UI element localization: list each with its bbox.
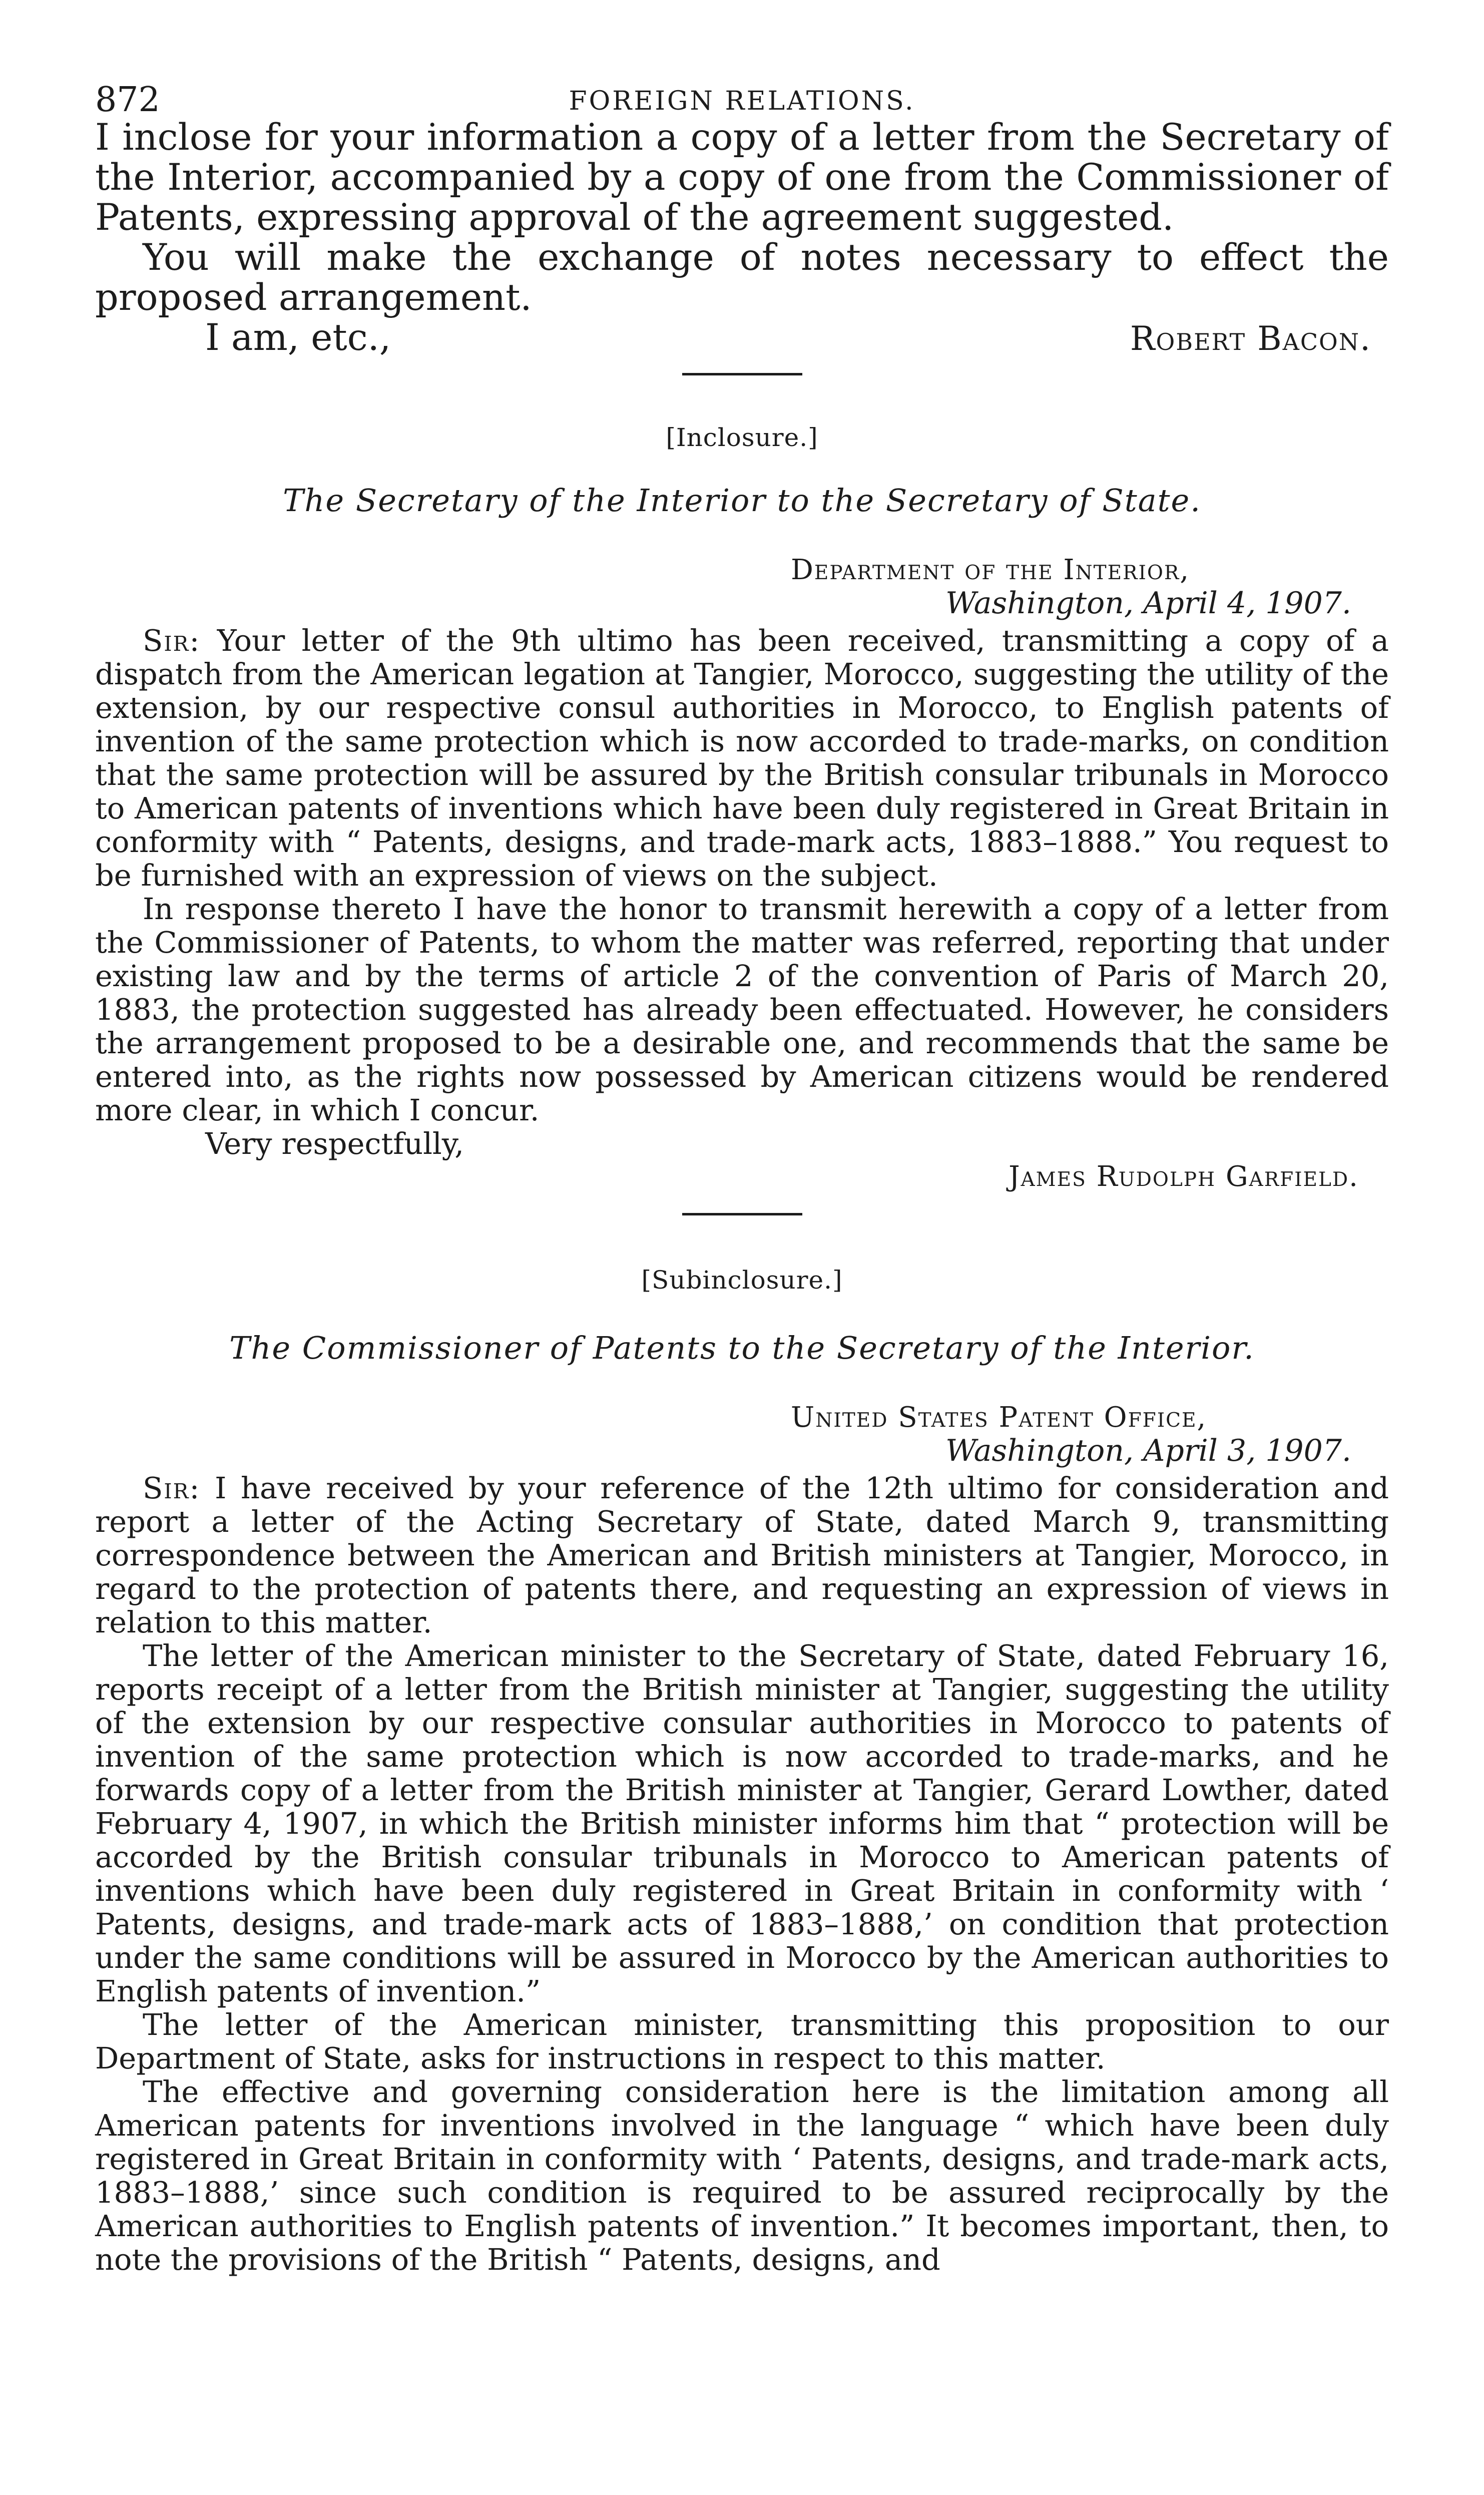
salutation: Sir: (143, 623, 201, 658)
subinclosure-paragraph: The letter of the American minister, transmitting this proposition to our Department of State, asks for instructions in respect to this matter. (95, 2007, 1389, 2075)
inclosure-address (791, 554, 1389, 620)
inclosure-paragraph (95, 624, 1389, 892)
letter-paragraph: You will make the exchange of notes necessary to effect the proposed arrangement. (95, 236, 1389, 319)
subinclosure-paragraph: The effective and governing consideration here is the limitation among all American patents for inventions involved in the language “ which have been duly registered in Great Britain in conformity with ‘ Patents, designs, and trade-mark acts, 1883–1888,’ since such condition is required to be assured reciprocally by the American authorities to English patents of invention.” It becomes important, then, to note the provisions of the British “ Patents, designs, and (95, 2074, 1389, 2277)
subinclosure-label: [Subinclosure.] (641, 1266, 843, 1295)
section-divider (682, 373, 802, 375)
inclosure-paragraph-text: Your letter of the 9th ultimo has been received, transmitting a copy of a dispatch from the American legation at Tangier, Morocco, suggesting the utility of the extension, by our respective consul authorities in Morocco, to English patents of invention of the same protection which is now accorded to trade-marks, on condition that the same protection will be assured by the British consular tribunals in Morocco to American patents of inventions which have been duly registered in Great Britain in conformity with “ Patents, designs, and trade-mark acts, 1883–1888.” You request to be furnished with an expression of views on the subject. (95, 623, 1389, 893)
inclosure-signature: James Rudolph Garfield. (1009, 1160, 1359, 1193)
subinclosure-address (791, 1401, 1389, 1467)
letter-body (95, 118, 1389, 359)
salutation: Sir: (143, 1471, 201, 1505)
inclosure-paragraph: In response thereto I have the honor to transmit herewith a copy of a letter from the Commissioner of Patents, to whom the matter was referred, reporting that under existing law and by the terms of article 2 of the convention of Paris of March 20, 1883, the protection suggested has already been effectuated. However, he considers the arrangement proposed to be a desirable one, and recommends that the same be entered into, as the rights now possessed by American citizens would be rendered more clear, in which I concur. (95, 892, 1389, 1127)
section-divider (682, 1213, 802, 1215)
subinclosure-title: The Commissioner of Patents to the Secretary of the Interior. (229, 1330, 1255, 1366)
subinclosure-paragraph-text: I have received by your reference of the 12th ultimo for consideration and report a letter of the Acting Secretary of State, dated March 9, transmitting correspondence between the American and British ministers at Tangier, Morocco, in regard to the protection of patents there, and requesting an expression of views in relation to this matter. (95, 1471, 1389, 1639)
inclosure-label: [Inclosure.] (666, 423, 818, 452)
inclosure-title: The Secretary of the Interior to the Secretary of State. (283, 482, 1201, 519)
inclosure-dateline: Washington, April 4, 1907. (945, 586, 1351, 621)
letter-paragraph: I inclose for your information a copy of a letter from the Secretary of the Interior, accompanied by a copy of one from the Commissioner of Patents, expressing approval of the agreement suggested. (95, 116, 1389, 239)
letter-signoff (95, 318, 1389, 359)
subinclosure-paragraph (95, 1471, 1389, 1639)
subinclosure-body (95, 1471, 1389, 2276)
running-title: FOREIGN RELATIONS. (569, 86, 915, 116)
page-number: 872 (95, 80, 160, 120)
document-page (95, 75, 1389, 2276)
letter-closing: I am, etc., (205, 316, 391, 359)
subinclosure-dateline: Washington, April 3, 1907. (945, 1433, 1351, 1468)
inclosure-closing: Very respectfully, (205, 1126, 464, 1161)
inclosure-address-line1: Department of the Interior, (791, 554, 1190, 586)
subinclosure-address-line1: United States Patent Office, (791, 1401, 1207, 1434)
page-header (95, 75, 1389, 125)
letter-signature: Robert Bacon. (1130, 319, 1371, 358)
subinclosure-paragraph: The letter of the American minister to the Secretary of State, dated February 16, reports receipt of a letter from the British minister at Tangier, suggesting the utility of the extension by our respective consular authorities in Morocco to patents of invention of the same protection which is now accorded to trade-marks, and he forwards copy of a letter from the British minister at Tangier, Gerard Lowther, dated February 4, 1907, in which the British minister informs him that “ protection will be accorded by the British consular tribunals in Morocco to American patents of inventions which have been duly registered in Great Britain in conformity with ‘ Patents, designs, and trade-mark acts of 1883–1888,’ on condition that protection under the same conditions will be assured in Morocco by the American authorities to English patents of invention.” (95, 1638, 1389, 2008)
inclosure-body (95, 624, 1389, 1193)
